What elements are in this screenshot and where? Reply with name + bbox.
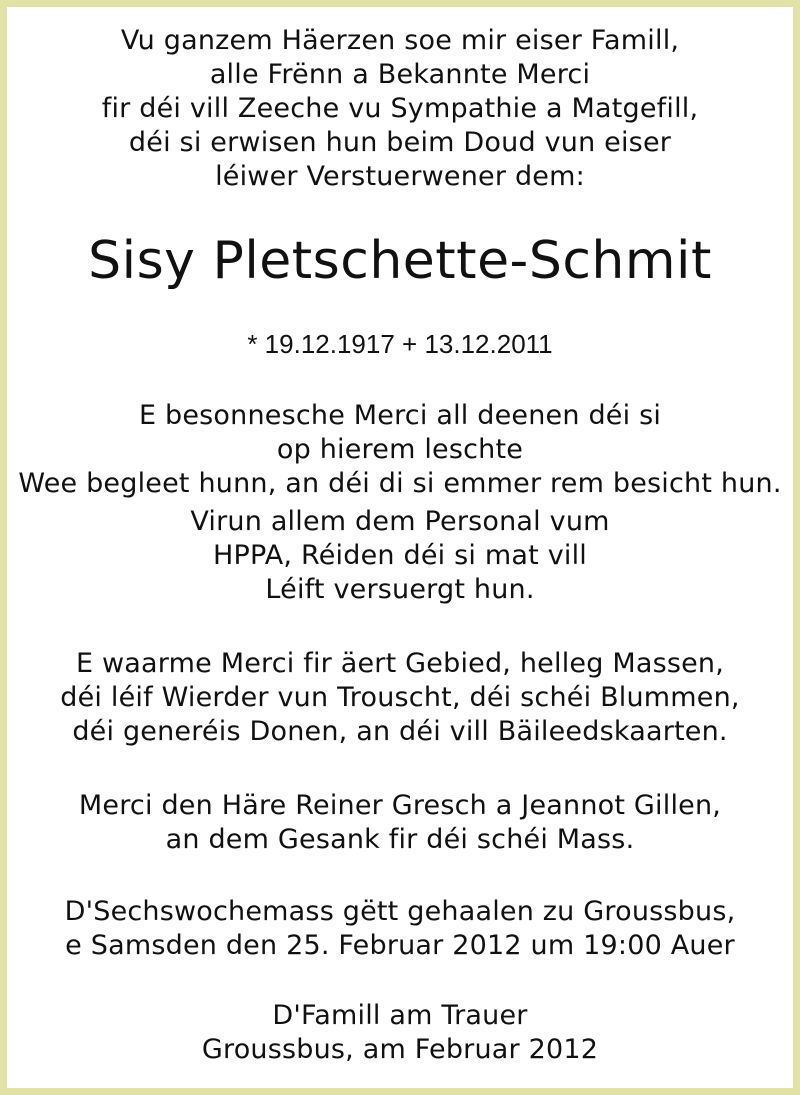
thanks-personal-line: E besonnesche Merci all deenen déi si <box>138 400 662 431</box>
intro-line: léiwer Verstuerwener dem: <box>215 161 585 192</box>
thanks-personal-line: op hierem leschte <box>276 434 524 465</box>
signature-line: D'Famill am Trauer <box>272 1000 528 1031</box>
thanks-personal-line: HPPA, Réiden déi si mat vill <box>213 540 587 571</box>
signature-line: Groussbus, am Februar 2012 <box>201 1034 599 1065</box>
thanks-music-line: an dem Gesank fir déi schéi Mass. <box>165 824 635 855</box>
intro-line: Vu ganzem Häerzen soe mir eiser Famill, <box>120 25 680 56</box>
mass-notice-line: D'Sechswochemass gëtt gehaalen zu Groussbus, <box>64 896 736 927</box>
intro-line: déi si erwisen hun beim Doud vun eiser <box>128 127 672 158</box>
thanks-personal-line: Wee begleet hunn, an déi di si emmer rem besicht hun. <box>18 468 782 499</box>
intro-line: alle Frënn a Bekannte Merci <box>209 59 591 90</box>
life-dates: * 19.12.1917 + 13.12.2011 <box>247 329 553 359</box>
deceased-name: Sisy Pletschette-Schmit <box>88 231 712 291</box>
intro-line: fir déi vill Zeeche vu Sympathie a Matgefill, <box>101 93 699 124</box>
thanks-personal-line: Léift versuergt hun. <box>265 574 535 605</box>
thanks-general-line: E waarme Merci fir äert Gebied, helleg Massen, <box>75 648 725 679</box>
thanks-music-line: Merci den Häre Reiner Gresch a Jeannot Gillen, <box>78 790 722 821</box>
thanks-general-line: déi generéis Donen, an déi vill Bäileedskaarten. <box>72 716 728 747</box>
thanks-general-line: déi léif Wierder vun Trouscht, déi schéi Blummen, <box>60 682 740 713</box>
mass-notice-line: e Samsden den 25. Februar 2012 um 19:00 Auer <box>65 930 735 961</box>
thanks-personal-line: Virun allem dem Personal vum <box>190 506 610 537</box>
